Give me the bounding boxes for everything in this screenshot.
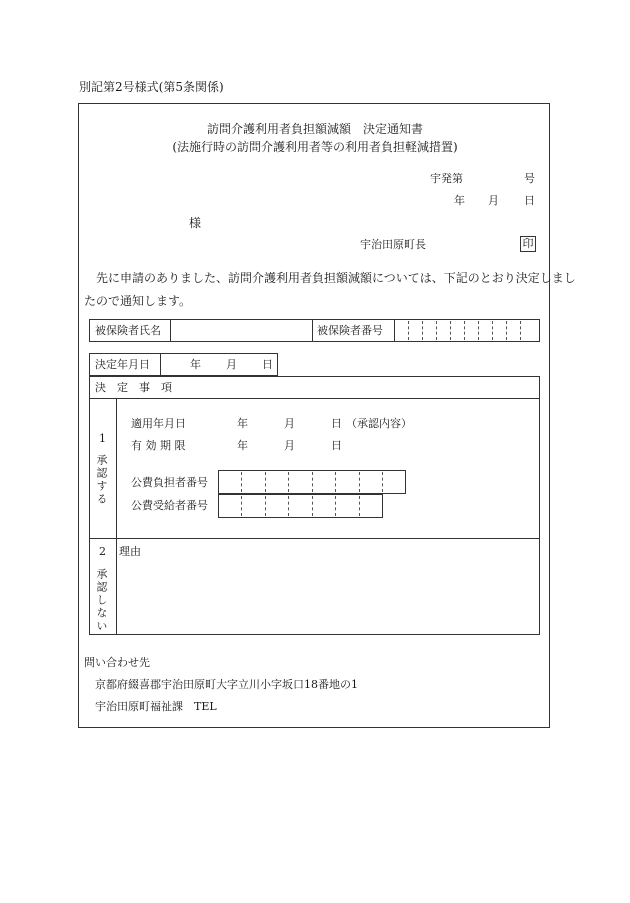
issue-month: 月 — [488, 194, 499, 207]
burden-digit-divider — [265, 472, 266, 492]
insured-number-label: 被保険者番号 — [317, 324, 383, 337]
issuer-name: 宇治田原町長 — [360, 238, 426, 251]
burden-digit-divider — [312, 472, 313, 492]
apply-date-label: 適用年月日 — [131, 417, 186, 430]
recipient-digit-divider — [312, 496, 313, 516]
apply-day: 日 — [331, 417, 342, 430]
reject-label: 承認しない — [95, 568, 108, 633]
reason-field[interactable] — [140, 545, 536, 631]
recipient-digit-divider — [288, 496, 289, 516]
burden-digit-divider — [335, 472, 336, 492]
recipient-number-label: 公費受給者番号 — [131, 499, 208, 512]
burden-digit-divider — [288, 472, 289, 492]
insured-digit-divider — [492, 321, 493, 340]
burden-digit-divider — [359, 472, 360, 492]
burden-number-label: 公費負担者番号 — [131, 476, 208, 489]
document-title: 訪問介護利用者負担額減額 決定通知書 — [206, 122, 423, 136]
insured-digit-divider — [478, 321, 479, 340]
body-line-1: 先に申請のありました、訪問介護利用者負担額減額については、下記のとおり決定しまし — [96, 271, 576, 285]
insured-divider-1 — [170, 319, 171, 342]
body-line-2: たので通知します。 — [84, 294, 192, 308]
decision-month: 月 — [226, 358, 237, 371]
recipient-digit-divider — [335, 496, 336, 516]
apply-year: 年 — [237, 417, 248, 430]
decision-date-label: 決定年月日 — [95, 358, 150, 371]
issue-day: 日 — [524, 194, 535, 207]
reject-number: 2 — [99, 545, 106, 558]
form-id: 別記第2号様式(第5条関係) — [79, 80, 224, 94]
insured-digit-divider — [464, 321, 465, 340]
burden-digit-divider — [241, 472, 242, 492]
insured-number-field[interactable] — [396, 321, 538, 340]
recipient-digit-divider — [359, 496, 360, 516]
apply-month: 月 — [284, 417, 295, 430]
valid-day: 日 — [331, 439, 342, 452]
recipient-digit-divider — [265, 496, 266, 516]
decision-day: 日 — [262, 358, 273, 371]
decision-date-divider — [160, 353, 161, 376]
insured-digit-divider — [506, 321, 507, 340]
insured-digit-divider — [450, 321, 451, 340]
issue-suffix: 号 — [524, 172, 535, 185]
burden-digit-divider — [382, 472, 383, 492]
recipient-digit-divider — [241, 496, 242, 516]
reason-label: 理由 — [119, 545, 141, 558]
valid-month: 月 — [284, 439, 295, 452]
contact-department: 宇治田原町福祉課 TEL — [95, 700, 217, 713]
decision-header-divider — [89, 398, 540, 399]
decision-section-divider — [89, 538, 540, 539]
insured-divider-3 — [394, 319, 395, 342]
issue-year: 年 — [454, 194, 465, 207]
approve-number: 1 — [99, 432, 106, 445]
decision-year: 年 — [190, 358, 201, 371]
decision-header: 決 定 事 項 — [95, 381, 172, 394]
insured-digit-divider — [422, 321, 423, 340]
insured-name-field[interactable] — [172, 321, 310, 340]
contact-heading: 問い合わせ先 — [84, 656, 150, 669]
seal-mark: 印 — [520, 236, 536, 252]
valid-year: 年 — [237, 439, 248, 452]
approve-label: 承認する — [95, 454, 108, 506]
approval-note: （承認内容） — [346, 417, 412, 430]
valid-period-label: 有 効 期 限 — [131, 439, 186, 452]
insured-digit-divider — [520, 321, 521, 340]
contact-address: 京都府綴喜郡宇治田原町大字立川小字坂口18番地の1 — [95, 678, 358, 691]
addressee-suffix: 様 — [189, 216, 202, 230]
insured-divider-2 — [312, 319, 313, 342]
issue-prefix: 宇発第 — [430, 172, 463, 185]
insured-digit-divider — [436, 321, 437, 340]
insured-digit-divider — [408, 321, 409, 340]
document-subtitle: (法施行時の訪問介護利用者等の利用者負担軽減措置) — [172, 140, 458, 154]
decision-column-divider — [116, 398, 117, 635]
insured-name-label: 被保険者氏名 — [95, 324, 161, 337]
